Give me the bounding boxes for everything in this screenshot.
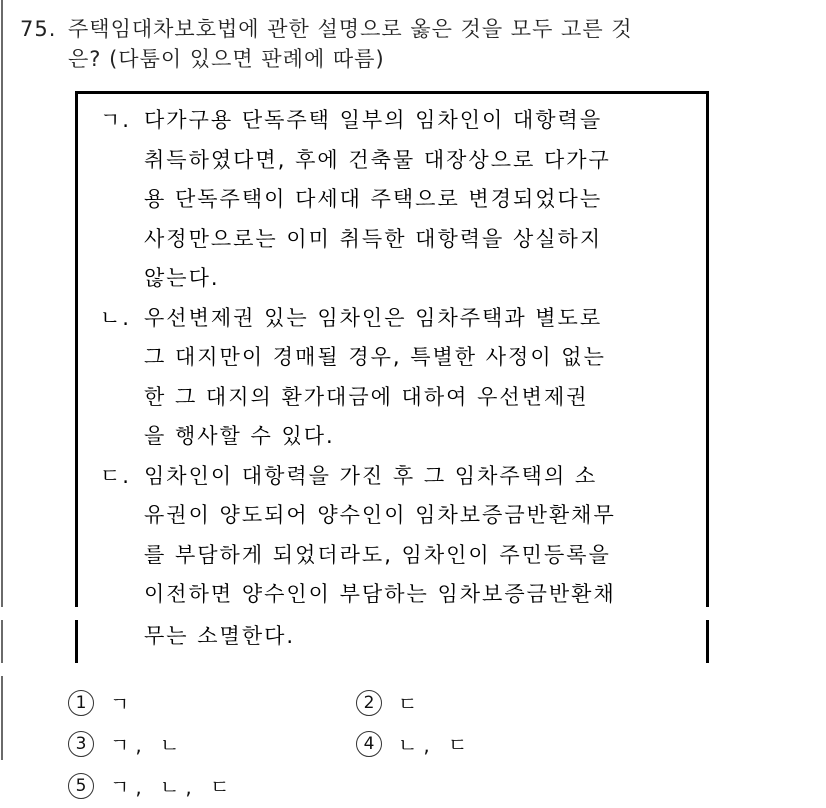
question-text-line-2: 은? (다툼이 있으면 판례에 따름) (68, 47, 385, 71)
choice-number-circle: 4 (356, 731, 382, 757)
statement-marker: ㄴ. (100, 305, 131, 330)
choice-5[interactable] (68, 771, 235, 800)
box-top-border (75, 91, 708, 94)
statement-da (100, 457, 700, 608)
choice-text: ㄱ, ㄴ, ㄷ (110, 775, 236, 799)
choice-number-circle: 2 (356, 690, 382, 716)
statement-da-last-line (100, 617, 700, 657)
statements-list (100, 101, 700, 607)
statement-line: 무는 소멸한다. (144, 624, 296, 648)
statement-line: 이전하면 양수인이 부담하는 임차보증금반환채 (144, 582, 616, 606)
page-edge-line (1, 676, 3, 760)
box-left-border (75, 620, 78, 663)
statement-marker: ㄷ. (100, 463, 131, 488)
choice-4[interactable] (356, 729, 473, 758)
choice-text: ㄷ (398, 692, 424, 716)
statement-ga (100, 101, 700, 299)
choice-number-circle: 5 (68, 773, 94, 799)
statement-line: 용 단독주택이 다세대 주택으로 변경되었다는 (144, 187, 603, 211)
statement-line: 그 대지만이 경매될 경우, 특별한 사정이 없는 (144, 345, 606, 369)
statement-line: 않는다. (144, 266, 220, 290)
statement-marker: ㄱ. (100, 108, 131, 132)
statement-line: 를 부담하게 되었더라도, 임차인이 주민등록을 (144, 542, 611, 567)
choice-text: ㄱ, ㄴ (110, 733, 186, 757)
statement-line: 임차인이 대항력을 가진 후 그 임차주택의 소 (144, 463, 598, 488)
question-number: 75. (20, 17, 57, 41)
statement-line: 사정만으로는 이미 취득한 대항력을 상실하지 (144, 226, 603, 251)
statement-line: 취득하였다면, 후에 건축물 대장상으로 다가구 (144, 147, 611, 172)
choice-1[interactable] (68, 688, 135, 717)
statement-line: 유권이 양도되어 양수인이 임차보증금반환채무 (144, 503, 616, 527)
box-right-border (706, 620, 709, 663)
statement-line: 한 그 대지의 환가대금에 대하여 우선변제권 (144, 384, 589, 409)
statement-line: 우선변제권 있는 임차인은 임차주택과 별도로 (144, 305, 603, 330)
choice-text: ㄱ (110, 692, 136, 716)
statement-line: 을 행사할 수 있다. (144, 424, 335, 448)
choice-3[interactable] (68, 729, 185, 758)
statement-line: 다가구용 단독주택 일부의 임차인이 대항력을 (144, 108, 603, 132)
statement-na (100, 299, 700, 457)
choice-text: ㄴ, ㄷ (398, 733, 474, 757)
choice-2[interactable] (356, 688, 423, 717)
box-right-border (706, 91, 709, 607)
choice-number-circle: 1 (68, 690, 94, 716)
box-left-border (75, 91, 78, 607)
page-edge-line (1, 620, 3, 663)
choice-number-circle: 3 (68, 731, 94, 757)
question-text-line-1: 주택임대차보호법에 관한 설명으로 옳은 것을 모두 고른 것 (68, 17, 633, 41)
